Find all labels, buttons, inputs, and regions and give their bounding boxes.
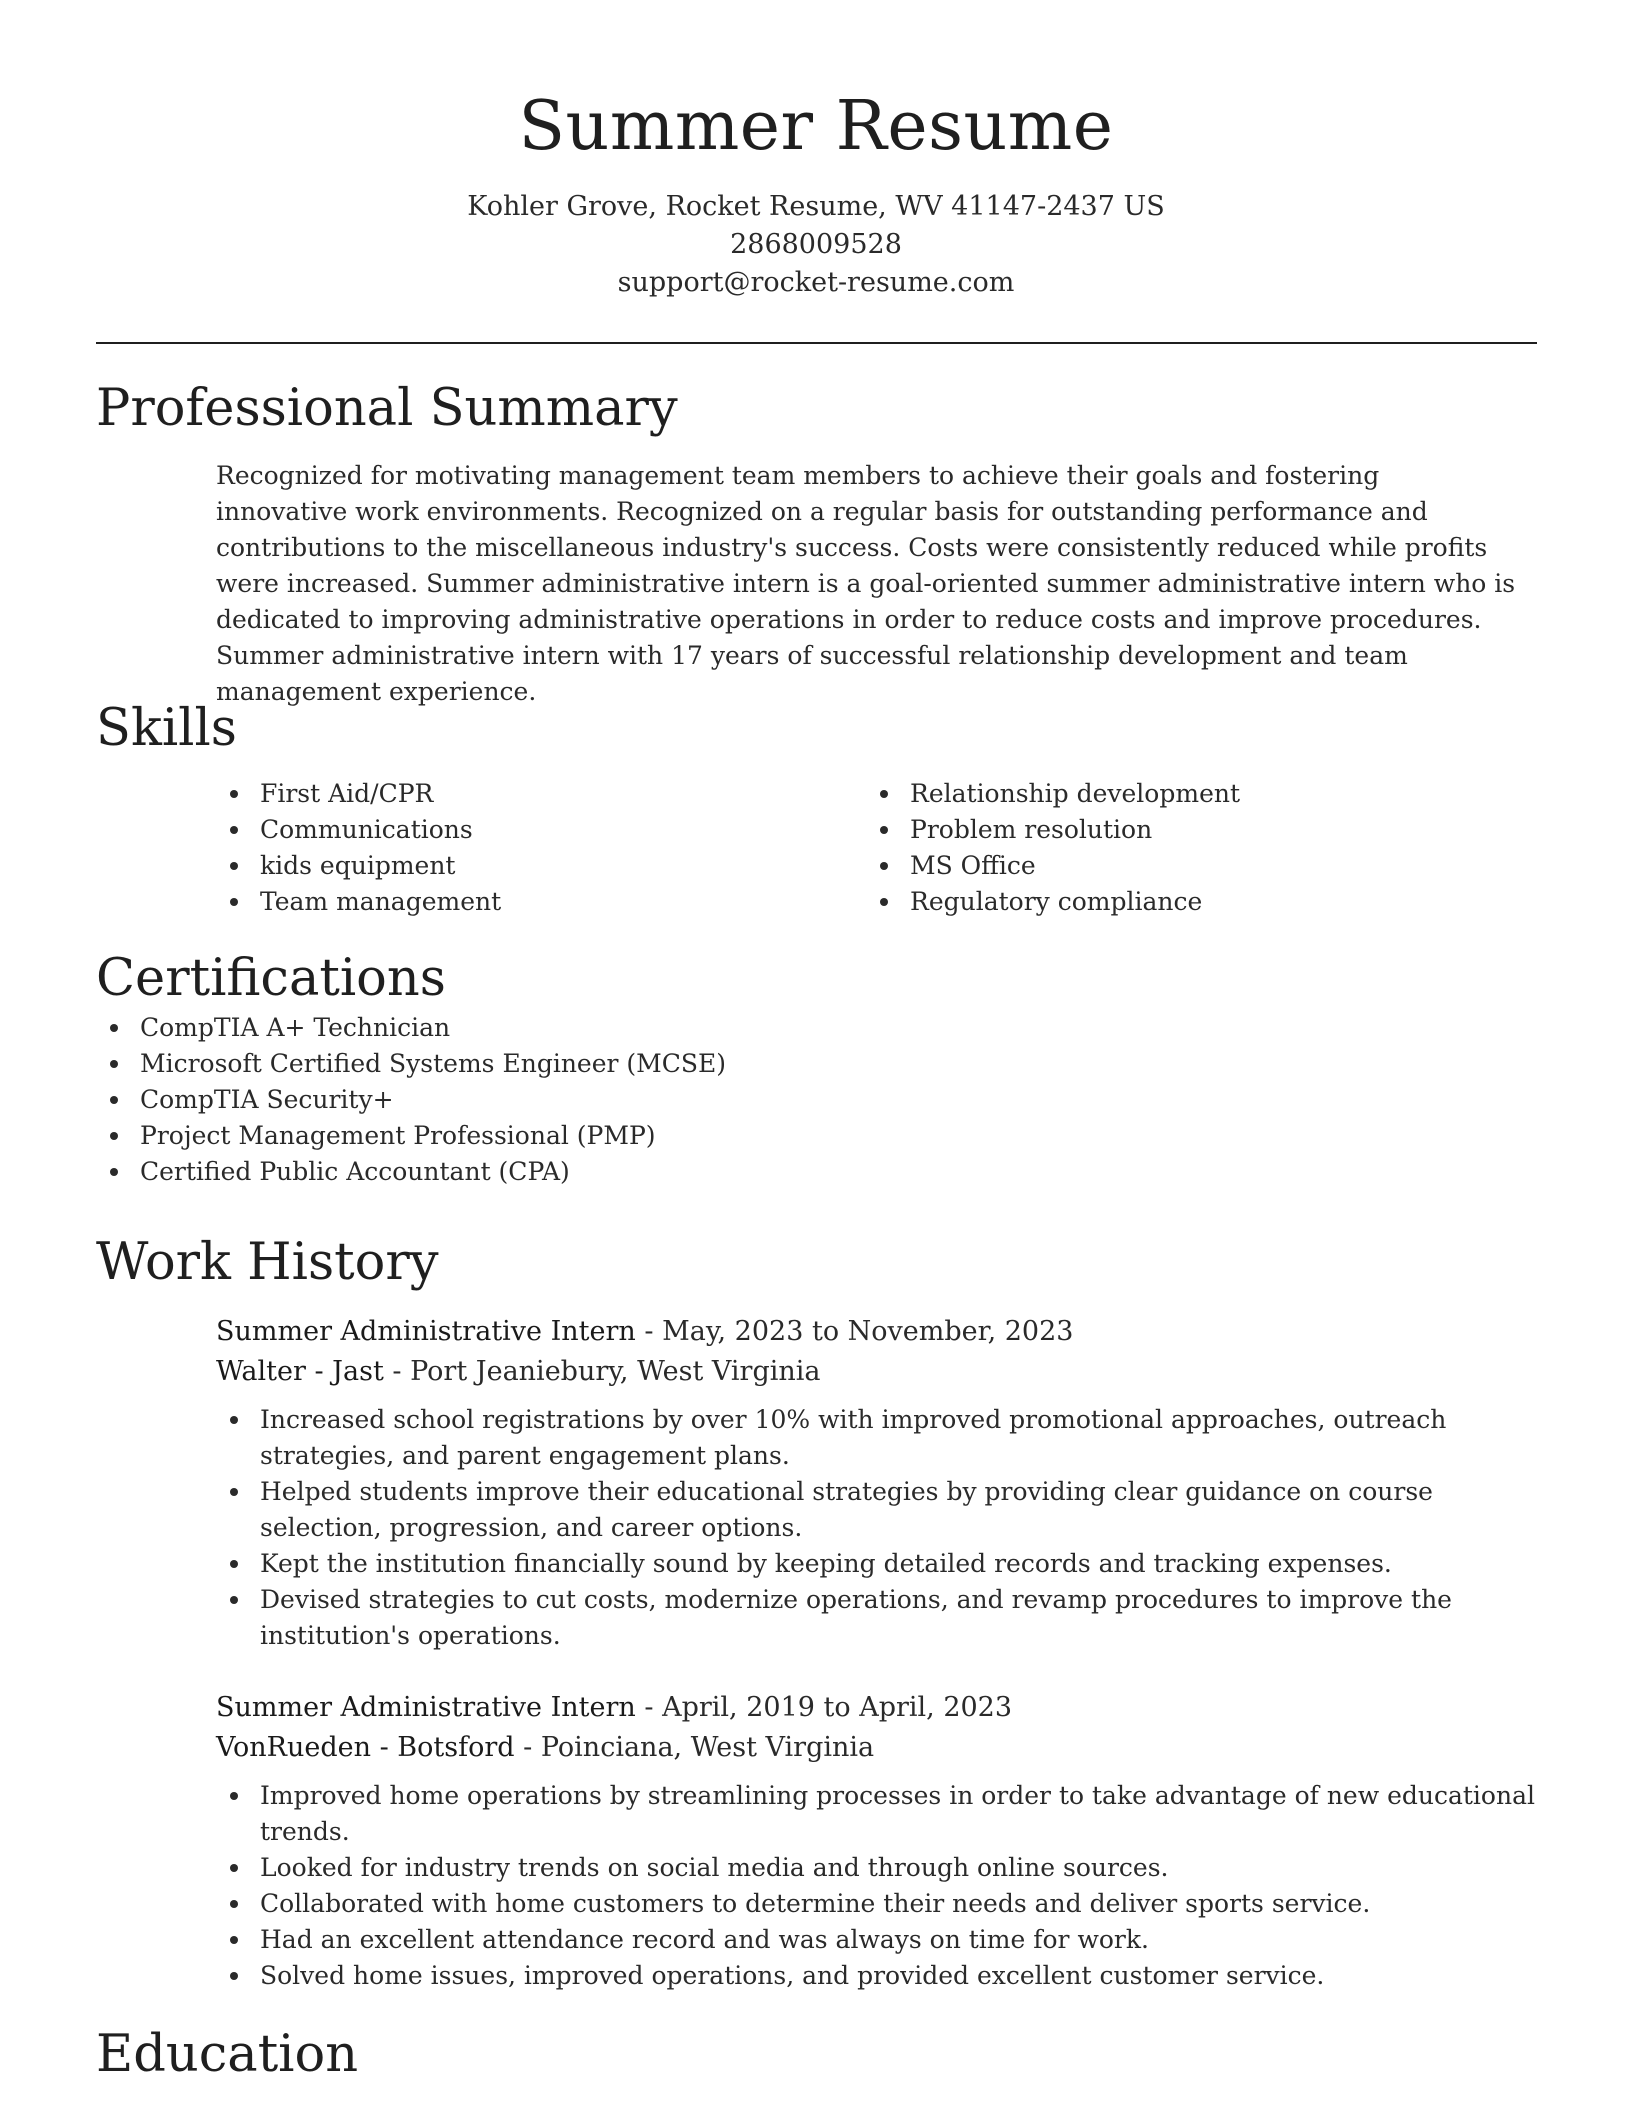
job-dates: - May, 2023 to November, 2023 xyxy=(644,1316,1074,1347)
header-divider xyxy=(96,342,1537,344)
skills-columns xyxy=(216,776,1537,920)
skill-item: MS Office xyxy=(866,848,1516,884)
job-entry xyxy=(96,1312,1537,1654)
summary-section xyxy=(96,378,1537,710)
skills-heading: Skills xyxy=(96,699,237,758)
contact-email: support@rocket-resume.com xyxy=(617,267,1015,298)
job-1 xyxy=(216,1312,1537,1654)
job-company: VonRueden - Botsford xyxy=(216,1732,515,1763)
job-company: Walter - Jast xyxy=(216,1356,384,1387)
job-duty-item: Kept the institution financially sound by keeping detailed records and tracking expenses. xyxy=(216,1546,1540,1582)
skill-item: First Aid/CPR xyxy=(216,776,866,812)
education-heading: Education xyxy=(96,2025,359,2084)
job-position: Summer Administrative Intern xyxy=(216,1692,636,1723)
resume-header xyxy=(0,0,1632,302)
work-history-section xyxy=(96,1232,1537,1294)
skill-item: Communications xyxy=(216,812,866,848)
skill-item: Regulatory compliance xyxy=(866,884,1516,920)
job-duty-item: Solved home issues, improved operations, and provided excellent customer service. xyxy=(216,1958,1540,1994)
contact-address: Kohler Grove, Rocket Resume, WV 41147-2437 US xyxy=(467,191,1165,222)
job-duties xyxy=(216,1778,1537,1994)
contact-info xyxy=(0,188,1632,302)
skill-item: kids equipment xyxy=(216,848,866,884)
job-duty-item: Improved home operations by streamlining processes in order to take advantage of new educational trends. xyxy=(216,1778,1540,1850)
job-title-line xyxy=(216,1688,1537,1728)
work-history-heading: Work History xyxy=(96,1233,439,1292)
job-duty-item: Helped students improve their educational strategies by providing clear guidance on course selection, progression, and career options. xyxy=(216,1474,1540,1546)
education-section xyxy=(96,2024,1537,2086)
job-2 xyxy=(216,1688,1537,1994)
job-company-line xyxy=(216,1352,1537,1392)
job-duty-item: Increased school registrations by over 10% with improved promotional approaches, outreach strategies, and parent engagement plans. xyxy=(216,1402,1540,1474)
job-company-line xyxy=(216,1728,1537,1768)
job-dates: - April, 2019 to April, 2023 xyxy=(644,1692,1013,1723)
job-location: - Poinciana, West Virginia xyxy=(523,1732,875,1763)
job-location: - Port Jeaniebury, West Virginia xyxy=(392,1356,821,1387)
job-duty-item: Devised strategies to cut costs, modernize operations, and revamp procedures to improve the institution's operations. xyxy=(216,1582,1540,1654)
job-duty-item: Collaborated with home customers to determine their needs and deliver sports service. xyxy=(216,1886,1540,1922)
certification-item: Certified Public Accountant (CPA) xyxy=(96,1154,1537,1190)
job-duty-item: Looked for industry trends on social media and through online sources. xyxy=(216,1850,1540,1886)
candidate-name: Summer Resume xyxy=(518,87,1114,166)
skill-item: Relationship development xyxy=(866,776,1516,812)
job-title-line xyxy=(216,1312,1537,1352)
job-duties xyxy=(216,1402,1537,1654)
summary-heading: Professional Summary xyxy=(96,379,678,438)
skills-list-right xyxy=(866,776,1516,920)
skills-list-left xyxy=(216,776,866,920)
skills-section xyxy=(96,698,1537,920)
job-duties-list xyxy=(216,1778,1537,1994)
summary-text: Recognized for motivating management team members to achieve their goals and fostering innovative work environments. Recognized on a regular basis for outstanding performance and contributions to the miscellaneous industry's success. Costs were consistently reduced while profits were increased. Summer administrative intern is a goal-oriented summer administrative intern who is dedicated to improving administrative operations in order to reduce costs and improve procedures. Summer administrative intern with 17 years of successful relationship development and team management experience. xyxy=(216,461,1516,706)
job-position: Summer Administrative Intern xyxy=(216,1316,636,1347)
certifications-heading: Certifications xyxy=(96,949,446,1008)
certifications-section xyxy=(96,948,1537,1190)
certification-item: CompTIA Security+ xyxy=(96,1082,1537,1118)
certification-item: CompTIA A+ Technician xyxy=(96,1010,1537,1046)
contact-phone: 2868009528 xyxy=(730,229,902,260)
job-duties-list xyxy=(216,1402,1537,1654)
certifications-list xyxy=(96,1010,1537,1190)
skill-item: Problem resolution xyxy=(866,812,1516,848)
job-duty-item: Had an excellent attendance record and was always on time for work. xyxy=(216,1922,1540,1958)
certification-item: Microsoft Certified Systems Engineer (MCSE) xyxy=(96,1046,1537,1082)
skill-item: Team management xyxy=(216,884,866,920)
certification-item: Project Management Professional (PMP) xyxy=(96,1118,1537,1154)
job-entry xyxy=(96,1688,1537,1994)
